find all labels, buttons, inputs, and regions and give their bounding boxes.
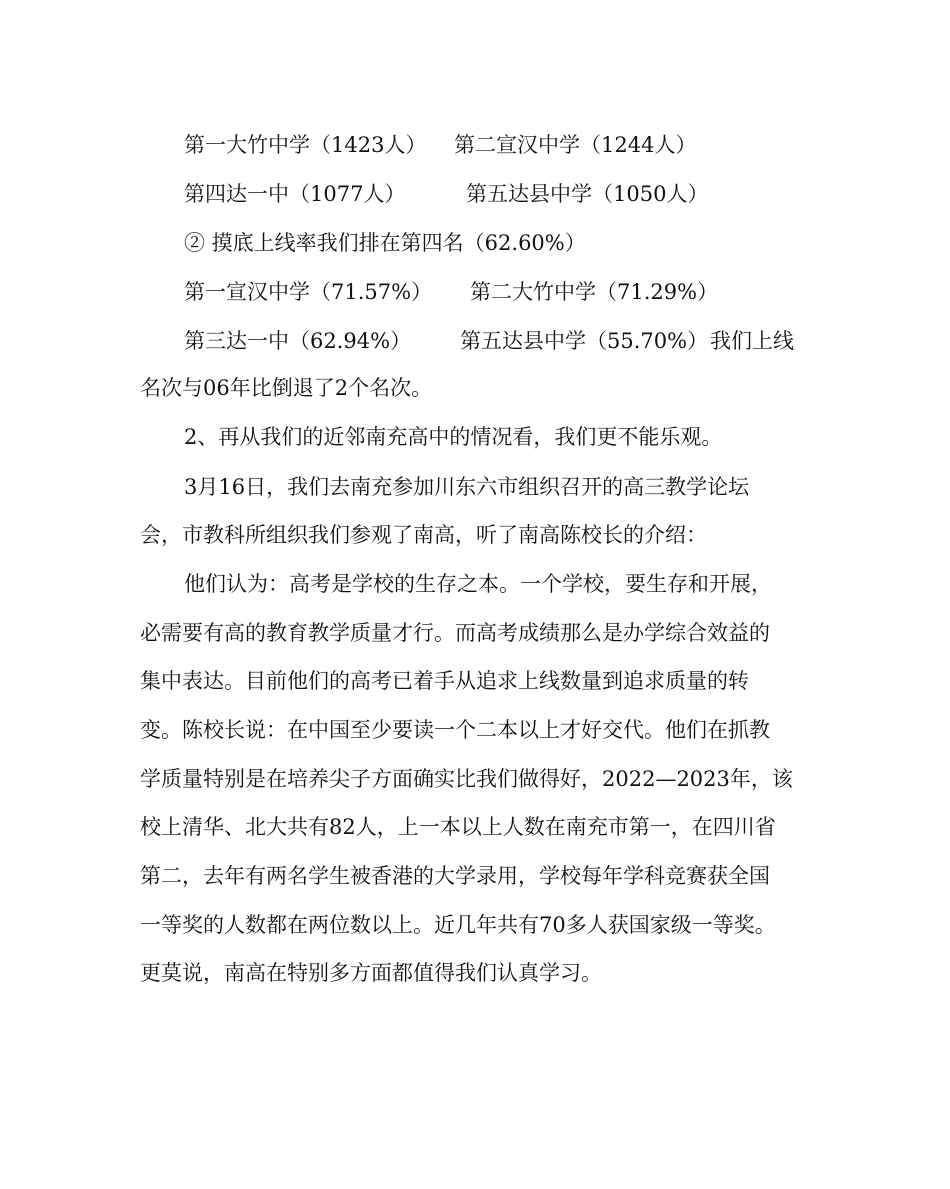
paragraph-line: 名次与06年比倒退了2个名次。 xyxy=(140,376,433,400)
paragraph-line: 他们认为：高考是学校的生存之本。一个学校，要生存和开展， xyxy=(184,572,772,596)
paragraph-line: 会，市教科所组织我们参观了南高，听了南高陈校长的介绍： xyxy=(140,523,707,547)
paragraph-line: 变。陈校长说：在中国至少要读一个二本以上才好交代。他们在抓教 xyxy=(140,718,770,742)
paragraph-line: 更莫说，南高在特别多方面都值得我们认真学习。 xyxy=(140,961,602,985)
paragraph-line: 第二，去年有两名学生被香港的大学录用，学校每年学科竞赛获全国 xyxy=(140,864,770,888)
paragraph-line: 学质量特别是在培养尖子方面确实比我们做得好，2022—2023年，该 xyxy=(140,767,793,791)
paragraph-line: 集中表达。目前他们的高考已着手从追求上线数量到追求质量的转 xyxy=(140,669,749,693)
rank-line-2-item-b: 第五达县中学（1050人） xyxy=(466,182,709,206)
paragraph-line: 一等奖的人数都在两位数以上。近几年共有70多人获国家级一等奖。 xyxy=(140,913,776,937)
rate-line-2-item-a: 第三达一中（62.94%） xyxy=(184,329,412,353)
rate-line-2-item-b: 第五达县中学（55.70%） xyxy=(460,329,709,353)
rank-line-1-item-b: 第二宣汉中学（1244人） xyxy=(454,133,697,157)
paragraph-line: 3月16日，我们去南充参加川东六市组织召开的高三教学论坛 xyxy=(184,475,750,499)
rank-line-1-item-a: 第一大竹中学（1423人） xyxy=(184,133,427,157)
rate-heading: ② 摸底上线率我们排在第四名（62.60%） xyxy=(184,231,586,255)
paragraph-line: 必需要有高的教育教学质量才行。而高考成绩那么是办学综合效益的 xyxy=(140,621,770,645)
section-heading: 2、再从我们的近邻南充高中的情况看，我们更不能乐观。 xyxy=(184,425,723,449)
rate-line-2-item-c: 我们上线 xyxy=(710,329,794,353)
rate-line-1-item-a: 第一宣汉中学（71.57%） xyxy=(184,280,433,304)
rank-line-2-item-a: 第四达一中（1077人） xyxy=(184,182,406,206)
rate-line-1-item-b: 第二大竹中学（71.29%） xyxy=(470,280,719,304)
paragraph-line: 校上清华、北大共有82人，上一本以上人数在南充市第一，在四川省 xyxy=(140,815,776,839)
